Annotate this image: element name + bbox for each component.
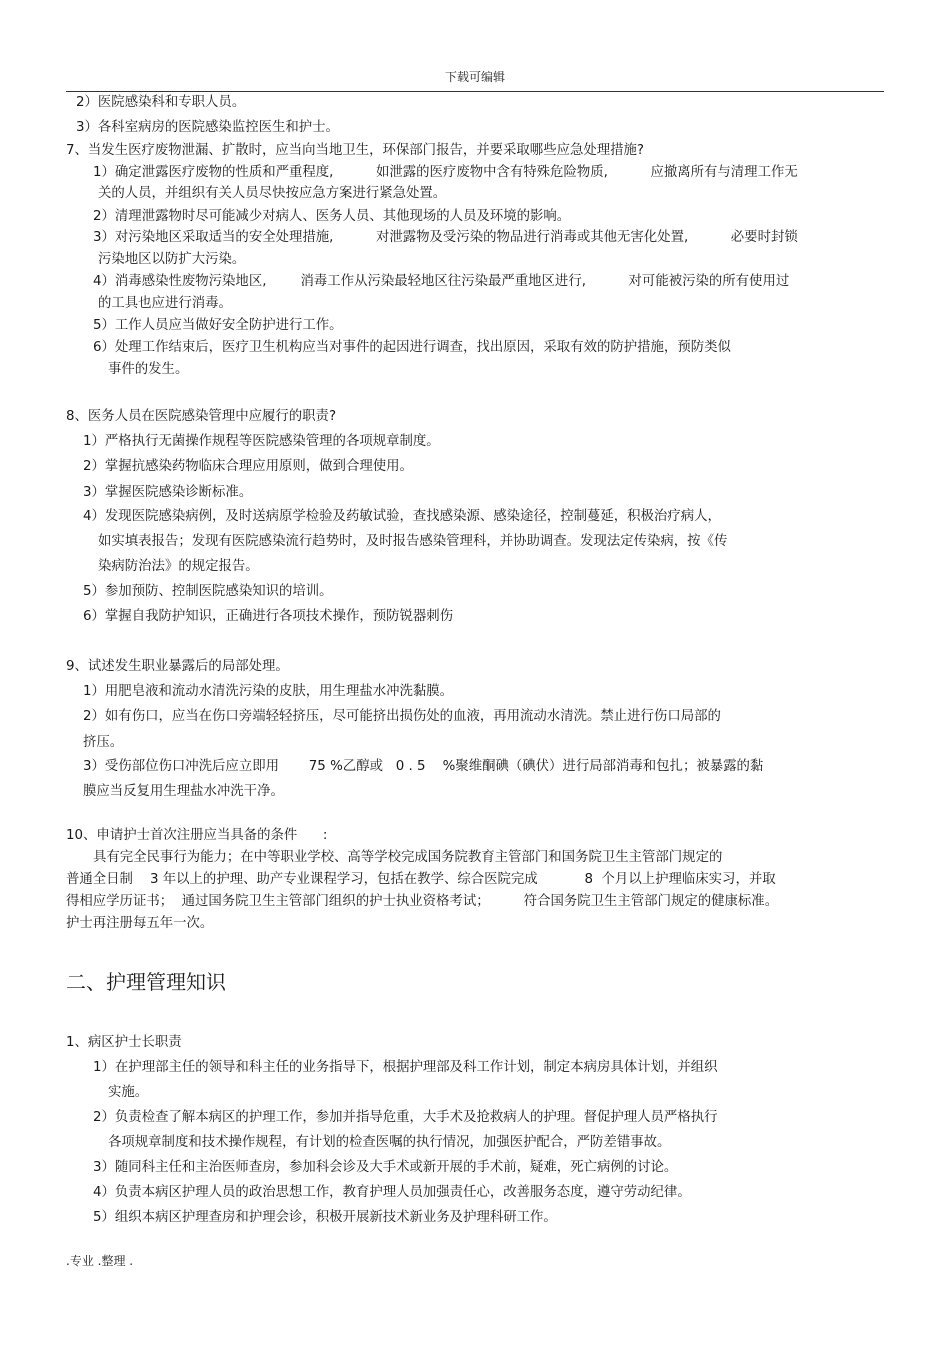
- text-line: 关的人员，并组织有关人员尽快按应急方案进行紧急处置。: [98, 186, 447, 201]
- text-line: 事件的发生。: [108, 362, 189, 377]
- text-line: 4）发现医院感染病例，及时送病原学检验及药敏试验，查找感染源、感染途径，控制蔓延，积极治疗病人，: [83, 509, 721, 524]
- text-line: 普通全日制 3 年以上的护理、助产专业课程学习，包括在教学、综合医院完成 8 个月以上护理临床实习，并取: [66, 872, 776, 887]
- text-line: 3）随同科主任和主治医师查房，参加科会诊及大手术或新开展的手术前，疑难，死亡病例的讨论。: [93, 1160, 678, 1175]
- text-line: 3）对污染地区采取适当的安全处理措施, 对泄露物及受污染的物品进行消毒或其他无害化处置, 必要时封锁: [93, 230, 798, 245]
- text-line: 3）掌握医院感染诊断标准。: [83, 485, 253, 500]
- text-line: 2）负责检查了解本病区的护理工作，参加并指导危重，大手术及抢救病人的护理。督促护理人员严格执行: [93, 1110, 718, 1125]
- text-line: 具有完全民事行为能力；在中等职业学校、高等学校完成国务院教育主管部门和国务院卫生主管部门规定的: [93, 850, 723, 865]
- question-heading: 7、当发生医疗废物泄漏、扩散时，应当向当地卫生，环保部门报告，并要采取哪些应急处理措施?: [66, 143, 645, 158]
- text-line: 2）医院感染科和专职人员。: [76, 95, 246, 110]
- text-line: 2）掌握抗感染药物临床合理应用原则，做到合理使用。: [83, 459, 413, 474]
- text-line: 污染地区以防扩大污染。: [98, 252, 246, 267]
- text-line: 1）确定泄露医疗废物的性质和严重程度, 如泄露的医疗废物中含有特殊危险物质, 应撤离所有与清理工作无: [93, 165, 798, 180]
- text-line: 5）工作人员应当做好安全防护进行工作。: [93, 318, 343, 333]
- question-heading: 9、试述发生职业暴露后的局部处理。: [66, 659, 289, 674]
- text-line: 2）清理泄露物时尽可能减少对病人、医务人员、其他现场的人员及环境的影响。: [93, 209, 571, 224]
- text-line: 1）严格执行无菌操作规程等医院感染管理的各项规章制度。: [83, 434, 440, 449]
- text-line: 6）处理工作结束后，医疗卫生机构应当对事件的起因进行调查，找出原因，采取有效的防护措施，预防类似: [93, 340, 731, 355]
- text-line: 实施。: [108, 1085, 149, 1100]
- header-rule: [66, 91, 884, 92]
- page-header: 下载可编辑: [444, 70, 505, 84]
- section-heading: 二、护理管理知识: [66, 970, 226, 994]
- text-line: 1）用肥皂液和流动水清洗污染的皮肤，用生理盐水冲洗黏膜。: [83, 684, 454, 699]
- text-line: 染病防治法》的规定报告。: [98, 559, 259, 574]
- page-footer: .专业 .整理 .: [66, 1254, 134, 1268]
- text-line: 如实填表报告；发现有医院感染流行趋势时，及时报告感染管理科，并协助调查。发现法定传染病，按《传: [98, 534, 728, 549]
- text-line: 6）掌握自我防护知识，正确进行各项技术操作，预防锐器刺伤: [83, 609, 454, 624]
- text-line: 得相应学历证书； 通过国务院卫生主管部门组织的护士执业资格考试； 符合国务院卫生主管部门规定的健康标准。: [66, 894, 779, 909]
- text-line: 护士再注册每五年一次。: [66, 916, 214, 931]
- text-line: 膜应当反复用生理盐水冲洗干净。: [83, 784, 284, 799]
- text-line: 3）受伤部位伤口冲洗后应立即用 75 %乙醇或 0 . 5 %聚维酮碘（碘伏）进行局部消毒和包扎；被暴露的黏: [83, 759, 764, 774]
- text-line: 挤压。: [83, 735, 124, 750]
- text-line: 的工具也应进行消毒。: [98, 296, 232, 311]
- text-line: 5）组织本病区护理查房和护理会诊，积极开展新技术新业务及护理科研工作。: [93, 1210, 557, 1225]
- text-line: 各项规章制度和技术操作规程，有计划的检查医嘱的执行情况，加强医护配合，严防差错事故。: [108, 1135, 671, 1150]
- question-heading: 1、病区护士长职责: [66, 1035, 182, 1050]
- text-line: 2）如有伤口，应当在伤口旁端轻轻挤压，尽可能挤出损伤处的血液，再用流动水清洗。禁止进行伤口局部的: [83, 709, 721, 724]
- text-line: 4）消毒感染性废物污染地区, 消毒工作从污染最轻地区往污染最严重地区进行, 对可能被污染的所有使用过: [93, 274, 790, 289]
- text-line: 1）在护理部主任的领导和科主任的业务指导下，根据护理部及科工作计划，制定本病房具体计划，并组织: [93, 1060, 718, 1075]
- text-line: 3）各科室病房的医院感染监控医生和护士。: [76, 120, 339, 135]
- question-heading: 10、申请护士首次注册应当具备的条件 :: [66, 828, 328, 843]
- text-line: 5）参加预防、控制医院感染知识的培训。: [83, 584, 333, 599]
- question-heading: 8、医务人员在医院感染管理中应履行的职责?: [66, 409, 337, 424]
- text-line: 4）负责本病区护理人员的政治思想工作，教育护理人员加强责任心，改善服务态度，遵守劳动纪律。: [93, 1185, 691, 1200]
